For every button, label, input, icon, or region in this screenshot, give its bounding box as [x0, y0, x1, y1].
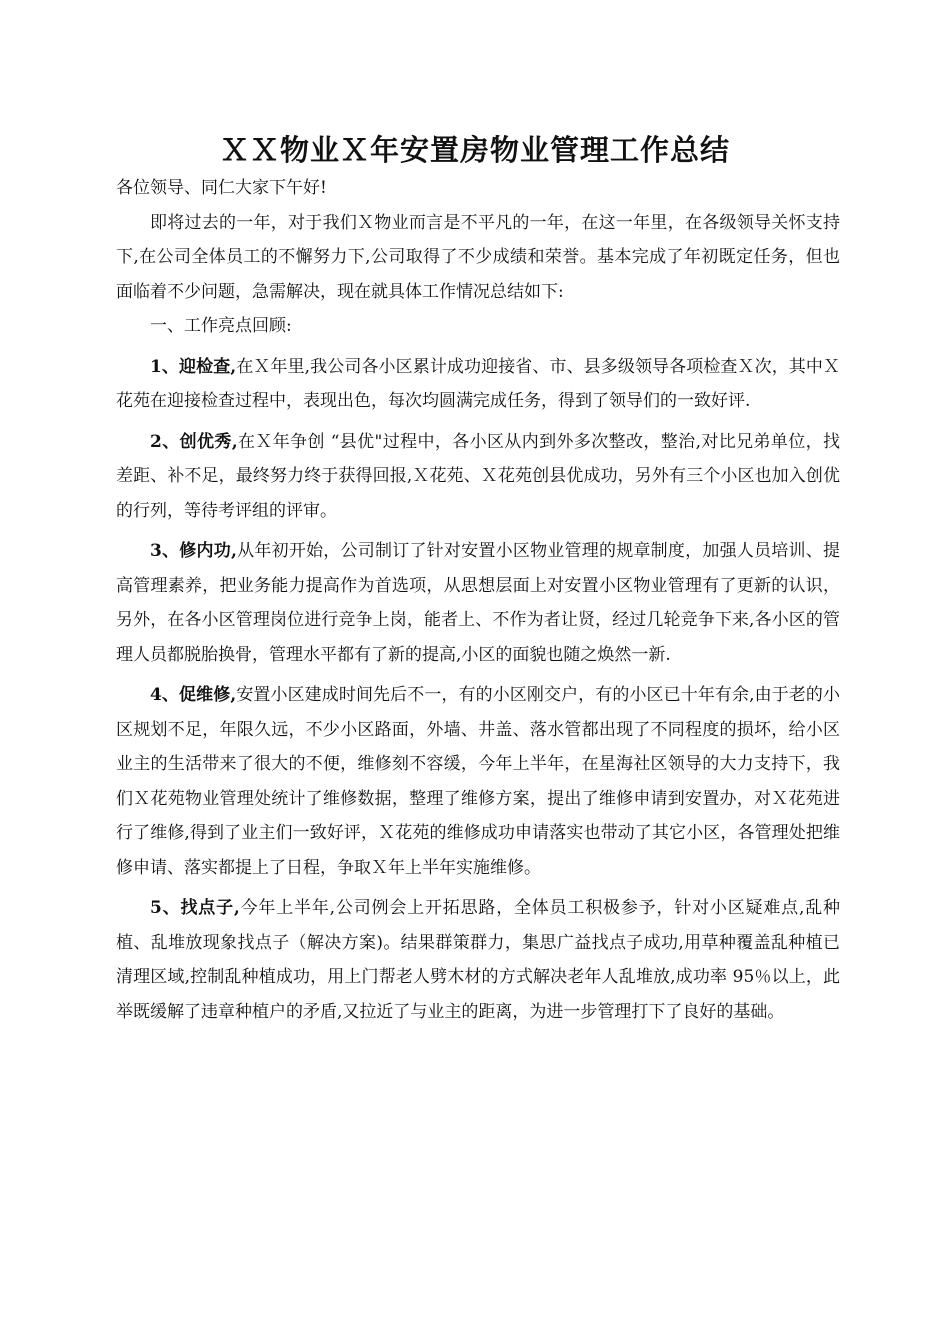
item-paragraph-3: [116, 534, 840, 672]
item-keyword-3: 3、修内功,: [150, 541, 237, 561]
item-paragraph-4: [116, 678, 840, 885]
document-body: [116, 171, 840, 1029]
document-title: ＸＸ物业Ｘ年安置房物业管理工作总结: [219, 133, 730, 167]
item-paragraph-5: [116, 891, 840, 1029]
greeting: 各位领导、同仁大家下午好!: [116, 178, 327, 198]
item-text-1: 在Ｘ年里,我公司各小区累计成功迎接省、市、县多级领导各项检查Ｘ次，其中Ｘ花苑在迎接检查过程中，表现出色，每次均圆满完成任务，得到了领导们的一致好评.: [116, 356, 840, 411]
item-text-3: 从年初开始，公司制订了针对安置小区物业管理的规章制度，加强人员培训、提高管理素养，把业务能力提高作为首选项，从思想层面上对安置小区物业管理有了更新的认识，另外，在各小区管理岗位进行竞争上岗，能者上、不作为者让贤，经过几轮竞争下来,各小区的管理人员都脱胎换骨，管理水平都有了新的提高,小区的面貌也随之焕然一新.: [116, 541, 840, 665]
item-keyword-4: 4、促维修,: [150, 685, 237, 705]
item-text-4: 安置小区建成时间先后不一，有的小区刚交户，有的小区已十年有余,由于老的小区规划不足，年限久远，不少小区路面，外墙、井盖、落水管都出现了不同程度的损坏，给小区业主的生活带来了很大的不便，维修刻不容缓，今年上半年，在星海社区领导的大力支持下，我们Ｘ花苑物业管理处统计了维修数据，整理了维修方案，提出了维修申请到安置办，对Ｘ花苑进行了维修,得到了业主们一致好评，Ｘ花苑的维修成功申请落实也带动了其它小区，各管理处把维修申请、落实都提上了日程，争取Ｘ年上半年实施维修。: [116, 685, 840, 878]
item-keyword-2: 2、创优秀,: [150, 431, 238, 452]
section-heading: 一、工作亮点回顾:: [150, 316, 292, 336]
item-text-5: 今年上半年,公司例会上开拓思路，全体员工积极参予，针对小区疑难点,乱种植、乱堆放现象找点子（解决方案)。结果群策群力，集思广益找点子成功,用草种覆盖乱种植已清理区域,控制乱种植成功，用上门帮老人劈木材的方式解决老年人乱堆放,成功率 95％以上，此举既缓解了违章种植户的矛盾,又拉近了与业主的距离，为进一步管理打下了良好的基础。: [116, 898, 841, 1022]
item-keyword-1: 1、迎检查,: [150, 356, 237, 377]
item-keyword-5: 5、找点子,: [150, 898, 240, 918]
item-paragraph-1: [116, 350, 840, 419]
item-paragraph-2: [116, 425, 840, 529]
item-text-2: 在Ｘ年争创 “县优"过程中，各小区从内到外多次整改，整治,对比兄弟单位，找差距、补不足，最终努力终于获得回报,Ｘ花苑、Ｘ花苑创县优成功，另外有三个小区也加入创优的行列，等待考评组的评审。: [116, 431, 840, 521]
intro-paragraph: 即将过去的一年，对于我们Ｘ物业而言是不平凡的一年，在这一年里，在各级领导关怀支持下,在公司全体员工的不懈努力下,公司取得了不少成绩和荣誉。基本完成了年初既定任务，但也面临着不少问题，急需解决，现在就具体工作情况总结如下:: [116, 212, 840, 302]
